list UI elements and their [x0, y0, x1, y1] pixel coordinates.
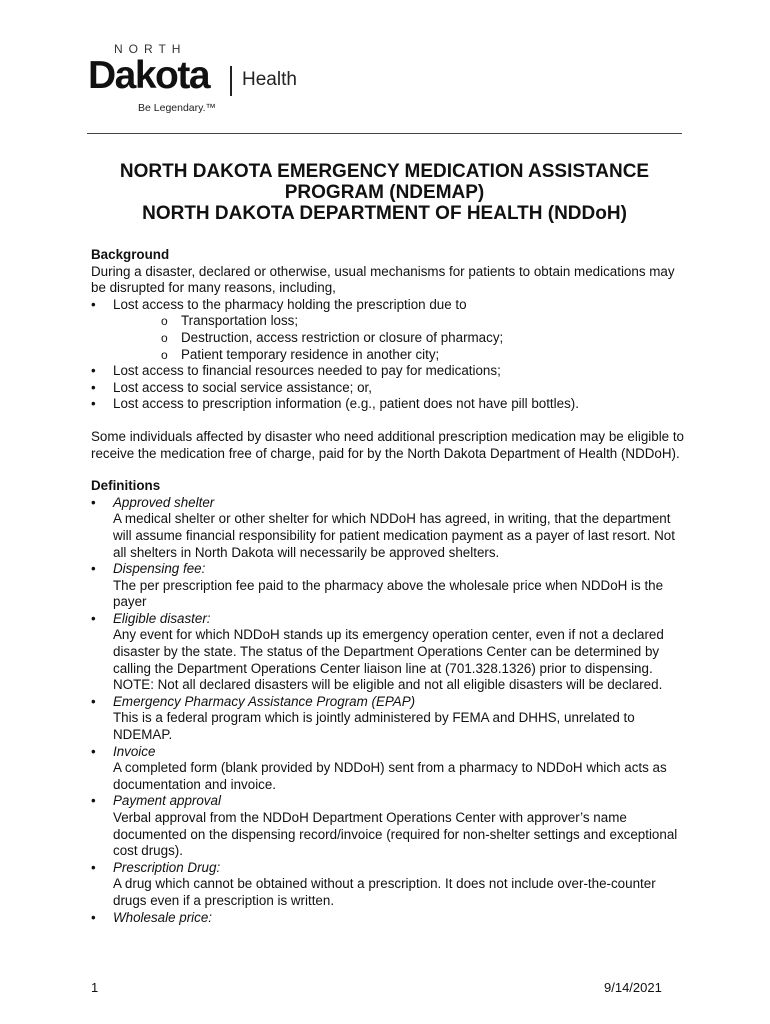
definition-term: • Wholesale price:: [113, 909, 212, 925]
sub-list-item: o Transportation loss;: [161, 313, 686, 330]
definition-item: [91, 744, 686, 794]
sub-list-item: o Patient temporary residence in another city;: [161, 347, 686, 364]
logo-tagline: Be Legendary.™: [138, 102, 217, 114]
definition-item: [91, 860, 686, 910]
definition-item: [91, 561, 686, 611]
definition-term: • Payment approval: [113, 793, 221, 809]
background-sublist: [113, 313, 686, 363]
definition-text: Verbal approval from the NDDoH Department Operations Center with approver’s name documented on the dispensing record/invoice (required for non-shelter settings and exceptional cost drugs).: [113, 810, 678, 859]
definition-text: The per prescription fee paid to the pharmacy above the wholesale price when NDDoH is the payer: [113, 577, 664, 610]
document-title: [87, 161, 682, 224]
logo-dakota-text: Dakota: [88, 54, 210, 97]
footer-date: 9/14/2021: [604, 980, 662, 995]
logo-health-text: Health: [242, 69, 297, 90]
definition-term: • Emergency Pharmacy Assistance Program (EPAP): [113, 693, 416, 709]
definition-item: [91, 694, 686, 744]
definition-text: Any event for which NDDoH stands up its emergency operation center, even if not a declared disaster by the state. The status of the Department Operations Center can be determined by calling the Department Operations Center liaison line at (701.328.1326) prior to dispensing. NOTE: Not all declared disasters will be eligible and not all eligible disasters will be declared.: [113, 627, 664, 693]
logo-divider: [230, 66, 232, 96]
title-line-2: PROGRAM (NDEMAP): [284, 182, 485, 203]
definition-text: A drug which cannot be obtained without a prescription. It does not include over-the-counter drugs even if a prescription is written.: [113, 876, 656, 908]
definition-term: • Dispensing fee:: [113, 561, 206, 577]
page-number: 1: [91, 980, 99, 995]
definition-text: A completed form (blank provided by NDDoH) sent from a pharmacy to NDDoH which acts as documentation and invoice.: [113, 760, 667, 792]
background-item-1: Lost access to the pharmacy holding the prescription due to: [113, 296, 467, 312]
document-body: [91, 247, 686, 926]
definition-text: A medical shelter or other shelter for which NDDoH has agreed, in writing, that the department will assume financial responsibility for patient medication payment as a payer of last resort. Not all shelters in North Dakota will necessarily be approved shelters.: [113, 511, 675, 560]
definition-item: [91, 495, 686, 561]
logo-north-text: NORTH: [114, 42, 187, 56]
title-line-1: NORTH DAKOTA EMERGENCY MEDICATION ASSISTANCE: [119, 161, 650, 182]
definition-item: [91, 793, 686, 859]
background-list: [91, 297, 686, 413]
definition-text: This is a federal program which is jointly administered by FEMA and DHHS, unrelated to NDEMAP.: [113, 710, 635, 743]
definition-term: • Eligible disaster:: [113, 610, 211, 626]
background-paragraph: Some individuals affected by disaster who need additional prescription medication may be eligible to receive the medication free of charge, paid for by the North Dakota Department of Health (NDDoH).: [91, 428, 685, 461]
list-item: • Lost access to financial resources needed to pay for medications;: [91, 363, 686, 380]
nd-health-logo: [86, 40, 316, 120]
sub-list-item: o Destruction, access restriction or closure of pharmacy;: [161, 330, 686, 347]
list-item: • Lost access to prescription information (e.g., patient does not have pill bottles).: [91, 396, 686, 413]
definitions-list: [91, 495, 686, 926]
definition-item: [91, 611, 686, 694]
list-item: [91, 297, 686, 363]
title-line-3: NORTH DAKOTA DEPARTMENT OF HEALTH (NDDoH): [142, 203, 627, 224]
background-intro: During a disaster, declared or otherwise, usual mechanisms for patients to obtain medications may be disrupted for many reasons, including,: [91, 263, 675, 296]
definition-term: • Invoice: [113, 743, 156, 759]
definition-term: • Prescription Drug:: [113, 859, 221, 875]
definition-item: [91, 910, 686, 927]
definitions-heading: Definitions: [91, 478, 161, 494]
list-item: • Lost access to social service assistance; or,: [91, 380, 686, 397]
background-heading: Background: [91, 247, 170, 262]
header-rule: [87, 133, 682, 134]
definition-term: • Approved shelter: [113, 494, 215, 510]
